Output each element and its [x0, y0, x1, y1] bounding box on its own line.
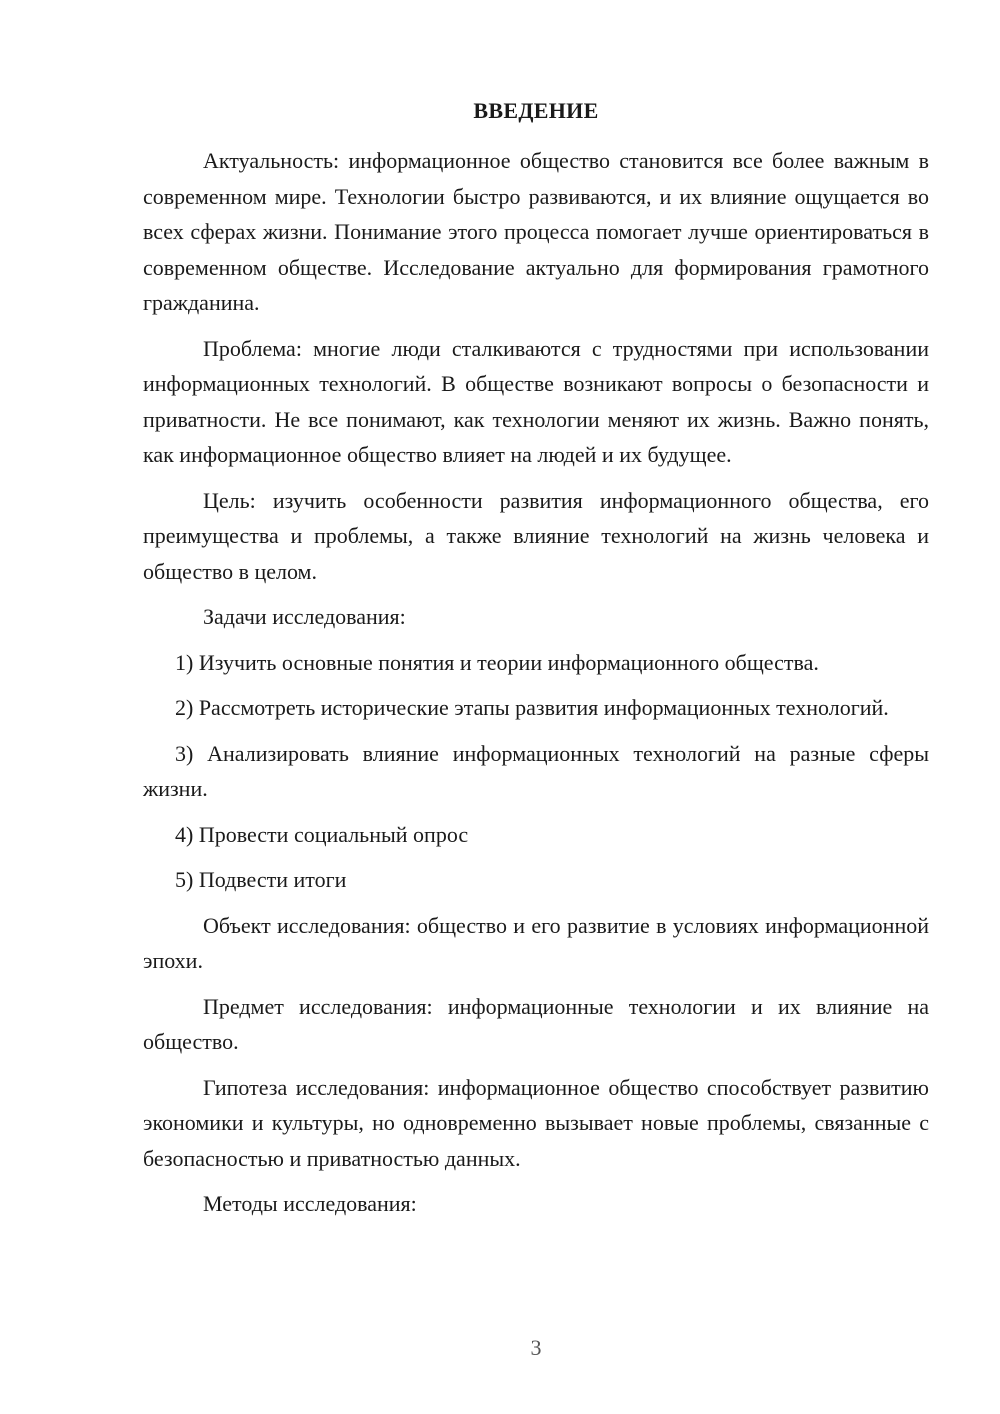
- page-number: 3: [530, 1335, 542, 1360]
- task-item-4: 4) Провести социальный опрос: [175, 821, 469, 847]
- page-title: ВВЕДЕНИЕ: [473, 98, 599, 123]
- task-item-1: 1) Изучить основные понятия и теории информационного общества.: [175, 649, 819, 675]
- task-item-2: 2) Рассмотреть исторические этапы развития информационных технологий.: [175, 695, 889, 720]
- hypothesis-paragraph: Гипотеза исследования: информационное общество способствует развитию экономики и культуры, но одновременно вызывает новые проблемы, связанные с безопасностью и приватностью данных.: [143, 1074, 929, 1171]
- relevance-paragraph: Актуальность: информационное общество становится все более важным в современном мире. Технологии быстро развиваются, и их влияние ощущается во всех сферах жизни. Понимание этого процесса помогает лучше ориентироваться в современном обществе. Исследование актуально для формирования грамотного гражданина.: [143, 148, 929, 315]
- problem-paragraph: Проблема: многие люди сталкиваются с трудностями при использовании информационных технологий. В обществе возникают вопросы о безопасности и приватности. Не все понимают, как технологии меняют их жизнь. Важно понять, как информационное общество влияет на людей и их будущее.: [143, 335, 929, 467]
- tasks-heading: Задачи исследования:: [203, 604, 406, 629]
- task-item-3: 3) Анализировать влияние информационных технологий на разные сферы жизни.: [143, 740, 929, 801]
- document-body: [143, 143, 929, 1232]
- task-item-5: 5) Подвести итоги: [175, 867, 347, 892]
- object-paragraph: Объект исследования: общество и его развитие в условиях информационной эпохи.: [143, 912, 929, 973]
- goal-paragraph: Цель: изучить особенности развития информационного общества, его преимущества и проблемы, а также влияние технологий на жизнь человека и общество в целом.: [143, 487, 929, 584]
- subject-paragraph: Предмет исследования: информационные технологии и их влияние на общество.: [143, 993, 929, 1054]
- methods-heading: Методы исследования:: [203, 1191, 417, 1216]
